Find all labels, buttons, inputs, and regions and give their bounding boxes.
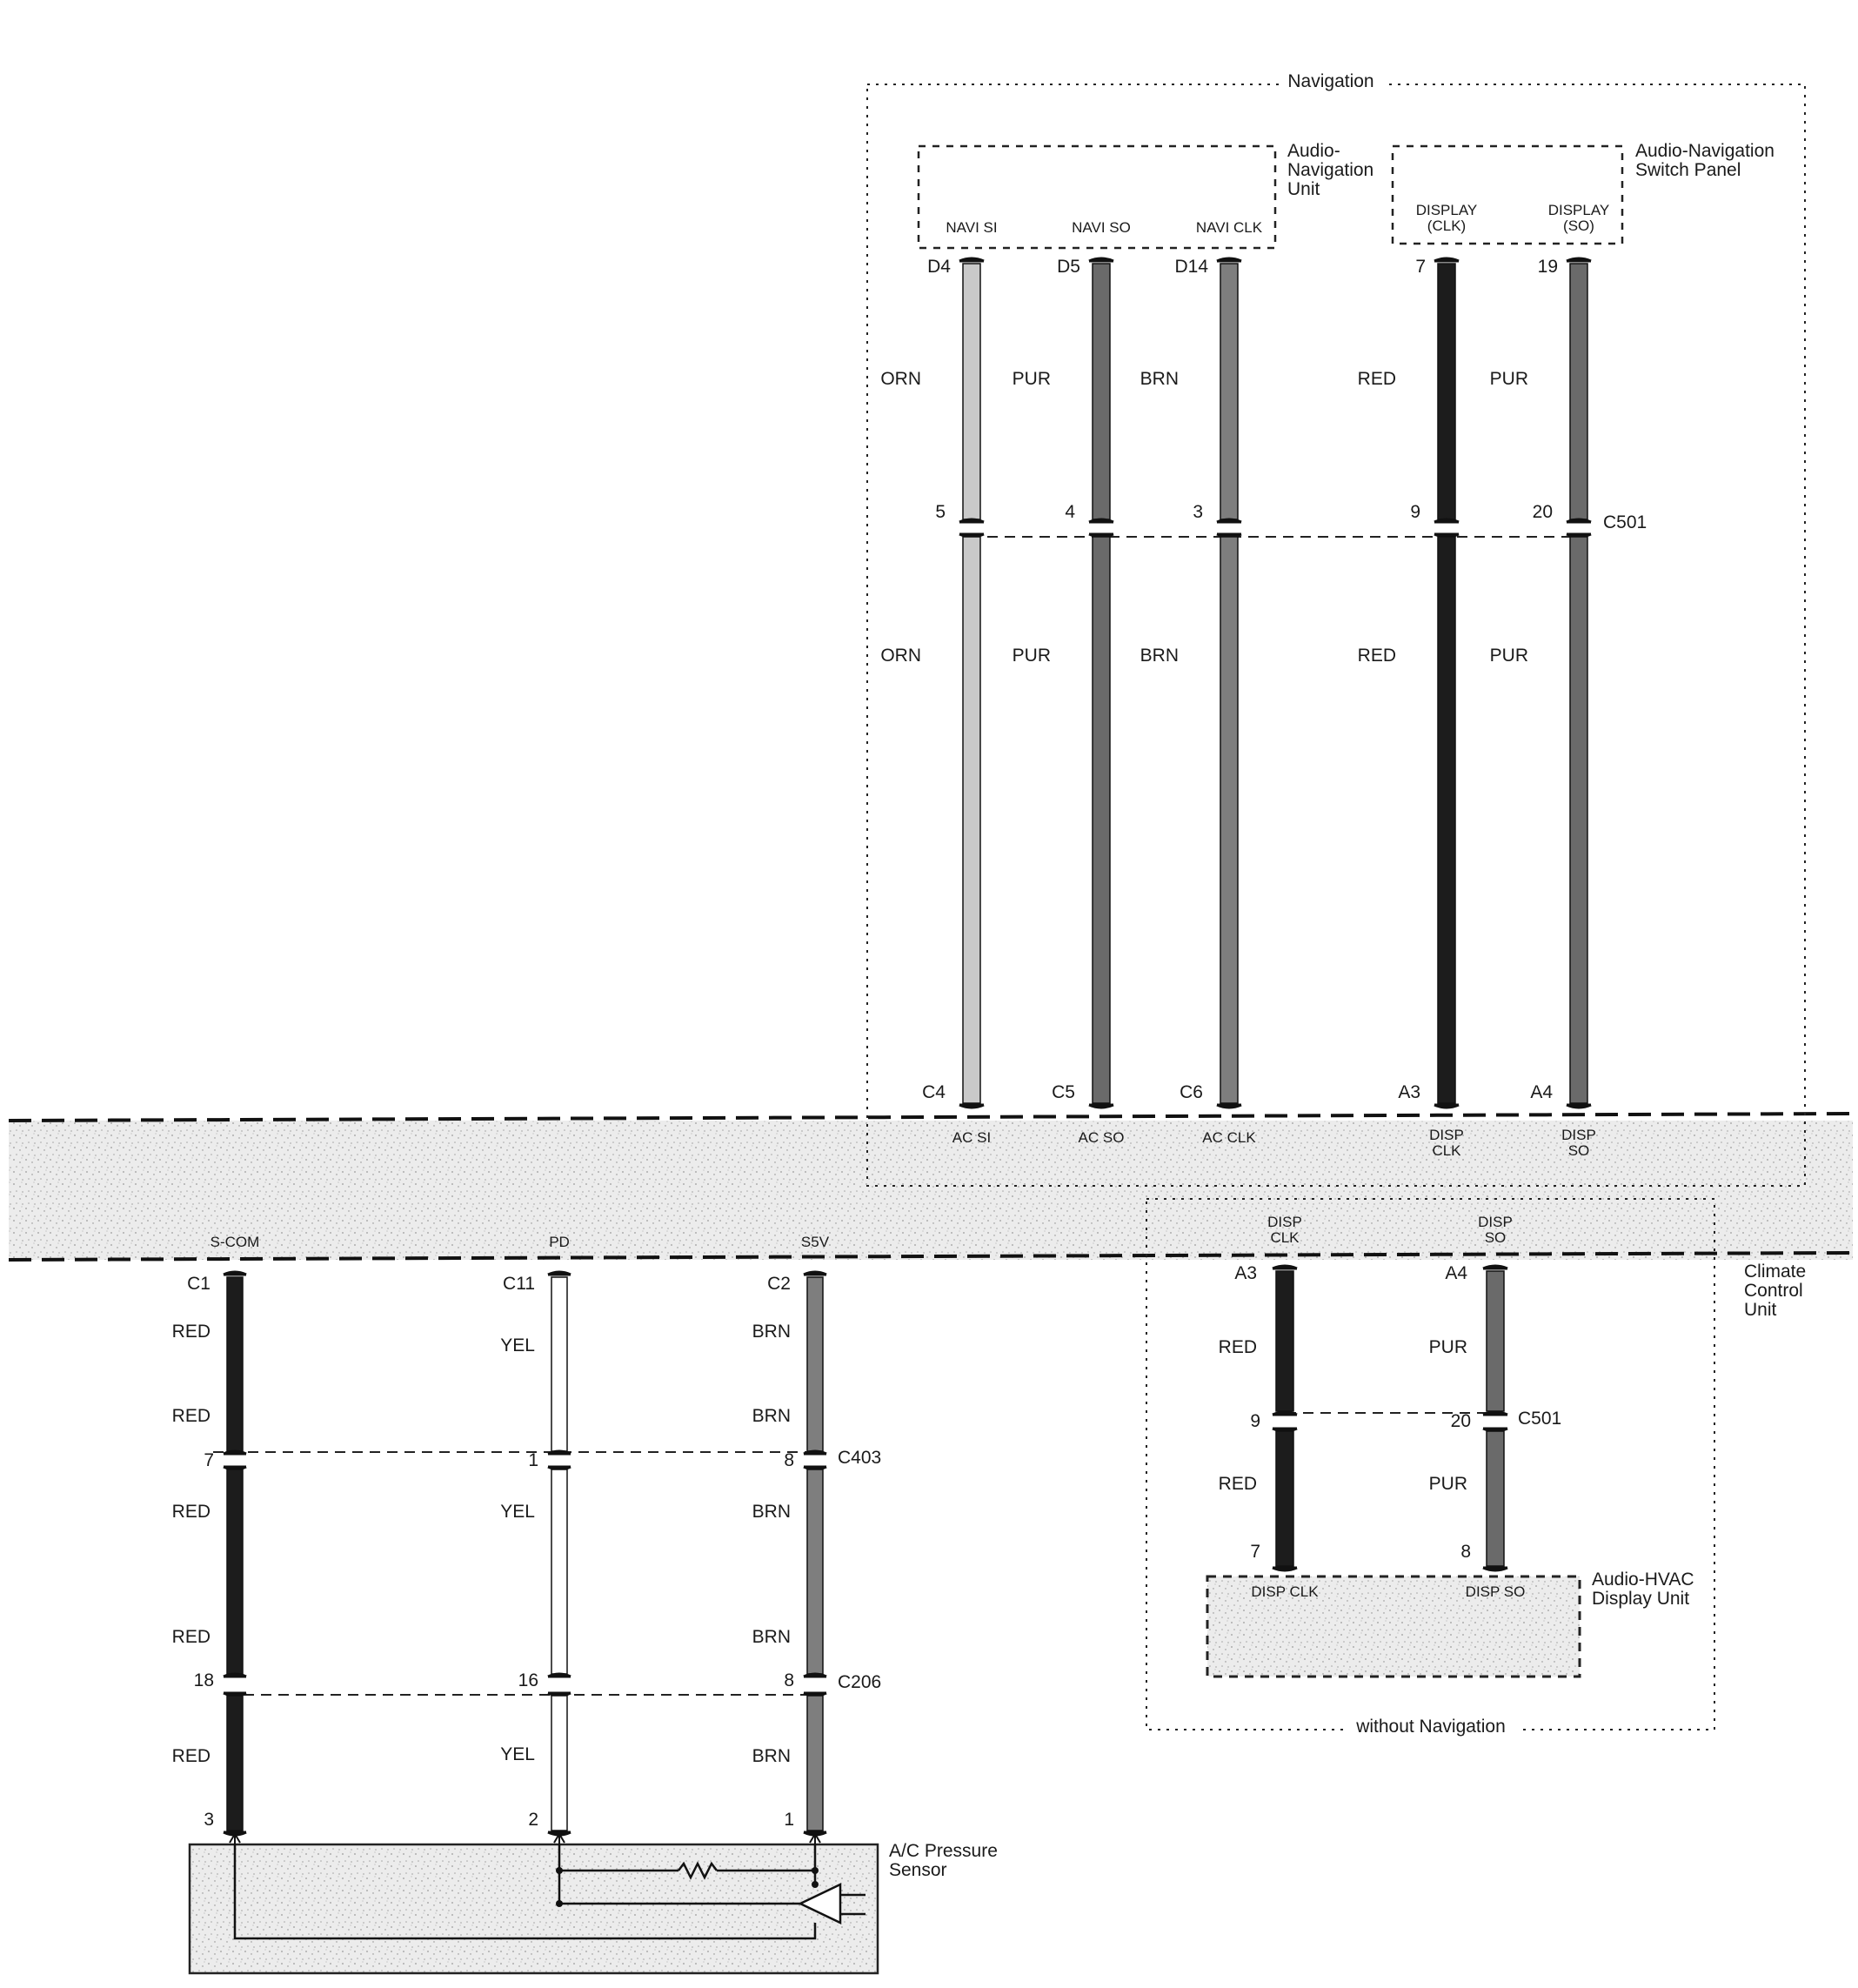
- wn-so-signal: DISP: [1478, 1214, 1513, 1230]
- navi-si-upper-color-label: ORN: [880, 369, 921, 389]
- without-navigation-wires: [1219, 1214, 1526, 1600]
- navi-clk-mid-pin: 3: [1193, 502, 1203, 522]
- pd-color-label-1: YEL: [500, 1502, 535, 1522]
- disp-clk-lower-color-label: RED: [1357, 646, 1396, 666]
- s5v-junction-dot: [812, 1867, 819, 1874]
- s-com-top-pin: C1: [187, 1274, 211, 1294]
- wn-clk-bottom-pin: 7: [1250, 1542, 1260, 1562]
- navi-si-top-pin: D4: [927, 257, 951, 277]
- s5v-color-label-3: BRN: [752, 1627, 791, 1647]
- pd-wire-2: [551, 1469, 567, 1674]
- disp-so-bottom-signal: DISP: [1561, 1127, 1596, 1143]
- navi-so-upper-color-label: PUR: [1012, 369, 1051, 389]
- navi-clk-bottom-pin: C6: [1180, 1082, 1203, 1102]
- s-com-wire-3: [227, 1696, 243, 1831]
- disp-clk-bottom-signal: DISP: [1429, 1127, 1464, 1143]
- wn-so-signal-2: SO: [1484, 1229, 1507, 1246]
- navi-so-lower-color-label: PUR: [1012, 646, 1051, 666]
- s5v-junction-dot-2: [812, 1881, 819, 1888]
- s5v-color-label-0: BRN: [752, 1322, 791, 1342]
- disp-clk-signal-2: (CLK): [1427, 218, 1467, 234]
- pd-wire-3: [551, 1696, 567, 1831]
- disp-so-upper-color-label: PUR: [1489, 369, 1528, 389]
- audio-navigation-unit-label: Audio- Navigation Unit: [1287, 141, 1374, 199]
- pd-junction-dot-2: [556, 1900, 563, 1907]
- s5v-c403-pin: 8: [784, 1450, 794, 1470]
- wn-so-upper-color-label: PUR: [1428, 1337, 1467, 1357]
- s5v-c206-pin: 8: [784, 1670, 794, 1690]
- navi-clk-upper-color-label: BRN: [1140, 369, 1179, 389]
- pd-color-label-0: YEL: [500, 1335, 535, 1355]
- c501-b-label: C501: [1518, 1409, 1562, 1429]
- navi-clk-lower-wire: [1220, 537, 1238, 1103]
- disp-clk-top-pin: 7: [1415, 257, 1426, 277]
- s5v-wire-1: [807, 1277, 823, 1451]
- wn-so-mid-pin: 20: [1450, 1411, 1471, 1431]
- s-com-c206-pin: 18: [193, 1670, 214, 1690]
- s5v-wire-2: [807, 1469, 823, 1674]
- navi-so-top-pin: D5: [1057, 257, 1080, 277]
- c206-label: C206: [838, 1672, 882, 1692]
- wn-clk-bottom-signal: DISP CLK: [1251, 1583, 1319, 1600]
- disp-clk-upper-wire: [1438, 264, 1455, 519]
- c501-label: C501: [1603, 512, 1647, 532]
- navi-clk-signal: NAVI CLK: [1195, 219, 1263, 236]
- disp-so-upper-wire: [1570, 264, 1587, 519]
- s5v-bottom-pin: 1: [784, 1810, 794, 1830]
- navi-si-lower-color-label: ORN: [880, 646, 921, 666]
- switch-panel-label: Audio-Navigation Switch Panel: [1635, 141, 1774, 180]
- pd-bottom-pin: 2: [528, 1810, 538, 1830]
- pd-c403-pin: 1: [528, 1450, 538, 1470]
- s-com-c403-pin: 7: [204, 1450, 214, 1470]
- without-navigation-label: without Navigation: [1356, 1717, 1506, 1737]
- sensor-wires: [172, 1234, 830, 1853]
- disp-so-lower-wire: [1570, 537, 1587, 1103]
- pd-c206-pin: 16: [518, 1670, 538, 1690]
- disp-clk-upper-color-label: RED: [1357, 369, 1396, 389]
- navi-so-bottom-pin: C5: [1052, 1082, 1075, 1102]
- navi-so-bottom-signal: AC SO: [1078, 1129, 1125, 1146]
- wn-clk-lower-color-label: RED: [1218, 1474, 1257, 1494]
- ac-pressure-sensor-label: A/C Pressure Sensor: [889, 1841, 998, 1880]
- navi-so-lower-wire: [1093, 537, 1110, 1103]
- pd-signal: PD: [549, 1234, 570, 1250]
- s5v-wire-3: [807, 1696, 823, 1831]
- wn-clk-top-pin: A3: [1234, 1263, 1257, 1283]
- ac-pressure-sensor-box: [190, 1844, 878, 1973]
- navi-so-mid-pin: 4: [1065, 502, 1075, 522]
- navi-so-signal: NAVI SO: [1072, 219, 1131, 236]
- s5v-color-label-1: BRN: [752, 1406, 791, 1426]
- disp-so-mid-pin: 20: [1532, 502, 1553, 522]
- disp-so-bottom-signal-2: SO: [1567, 1142, 1590, 1159]
- disp-so-bottom-pin: A4: [1530, 1082, 1553, 1102]
- band-top-line: [9, 1114, 1853, 1121]
- wn-so-lower-color-label: PUR: [1428, 1474, 1467, 1494]
- s-com-wire-1: [227, 1277, 243, 1451]
- navi-clk-lower-color-label: BRN: [1140, 646, 1179, 666]
- wn-so-top-pin: A4: [1445, 1263, 1467, 1283]
- s-com-color-label-1: RED: [171, 1406, 211, 1426]
- wn-clk-signal-2: CLK: [1270, 1229, 1300, 1246]
- navi-clk-top-pin: D14: [1174, 257, 1208, 277]
- navi-si-upper-wire: [963, 264, 980, 519]
- navi-si-bottom-signal: AC SI: [952, 1129, 992, 1146]
- s-com-bottom-pin: 3: [204, 1810, 214, 1830]
- wn-so-bottom-signal: DISP SO: [1465, 1583, 1526, 1600]
- navi-clk-upper-wire: [1220, 264, 1238, 519]
- s-com-color-label-4: RED: [171, 1746, 211, 1766]
- wn-so-lower-wire: [1487, 1431, 1504, 1566]
- disp-clk-bottom-signal-2: CLK: [1432, 1142, 1461, 1159]
- s5v-color-label-4: BRN: [752, 1746, 791, 1766]
- disp-clk-lower-wire: [1438, 537, 1455, 1103]
- navigation-title: Navigation: [1287, 71, 1374, 91]
- wn-clk-mid-pin: 9: [1250, 1411, 1260, 1431]
- s-com-signal: S-COM: [210, 1234, 260, 1250]
- disp-so-signal: DISPLAY: [1547, 202, 1610, 218]
- pd-junction-dot: [556, 1867, 563, 1874]
- s5v-signal: S5V: [800, 1234, 830, 1250]
- navi-clk-bottom-signal: AC CLK: [1202, 1129, 1256, 1146]
- s5v-top-pin: C2: [767, 1274, 791, 1294]
- navi-so-upper-wire: [1093, 264, 1110, 519]
- navi-si-mid-pin: 5: [935, 502, 946, 522]
- disp-so-top-pin: 19: [1537, 257, 1558, 277]
- wn-clk-upper-color-label: RED: [1218, 1337, 1257, 1357]
- wn-clk-signal: DISP: [1267, 1214, 1302, 1230]
- navi-si-signal: NAVI SI: [946, 219, 998, 236]
- navigation-wires: [880, 202, 1609, 1159]
- s-com-color-label-2: RED: [171, 1502, 211, 1522]
- hvac-display-unit-label: Audio-HVAC Display Unit: [1592, 1570, 1694, 1609]
- disp-clk-bottom-pin: A3: [1398, 1082, 1420, 1102]
- navigation-boundary: [867, 84, 1805, 1186]
- navi-si-lower-wire: [963, 537, 980, 1103]
- wn-so-bottom-pin: 8: [1460, 1542, 1471, 1562]
- pd-wire-1: [551, 1277, 567, 1451]
- wn-clk-lower-wire: [1276, 1431, 1293, 1566]
- s-com-wire-2: [227, 1469, 243, 1674]
- disp-clk-mid-pin: 9: [1410, 502, 1420, 522]
- wn-so-upper-wire: [1487, 1271, 1504, 1411]
- s5v-color-label-2: BRN: [752, 1502, 791, 1522]
- s-com-color-label-3: RED: [171, 1627, 211, 1647]
- disp-so-signal-2: (SO): [1563, 218, 1594, 234]
- climate-control-unit-label: Climate Control Unit: [1744, 1262, 1807, 1320]
- c403-label: C403: [838, 1448, 882, 1468]
- disp-so-lower-color-label: PUR: [1489, 646, 1528, 666]
- pd-color-label-2: YEL: [500, 1744, 535, 1764]
- pd-top-pin: C11: [503, 1274, 535, 1294]
- disp-clk-signal: DISPLAY: [1415, 202, 1478, 218]
- wn-clk-upper-wire: [1276, 1271, 1293, 1411]
- navi-si-bottom-pin: C4: [922, 1082, 946, 1102]
- s-com-color-label-0: RED: [171, 1322, 211, 1342]
